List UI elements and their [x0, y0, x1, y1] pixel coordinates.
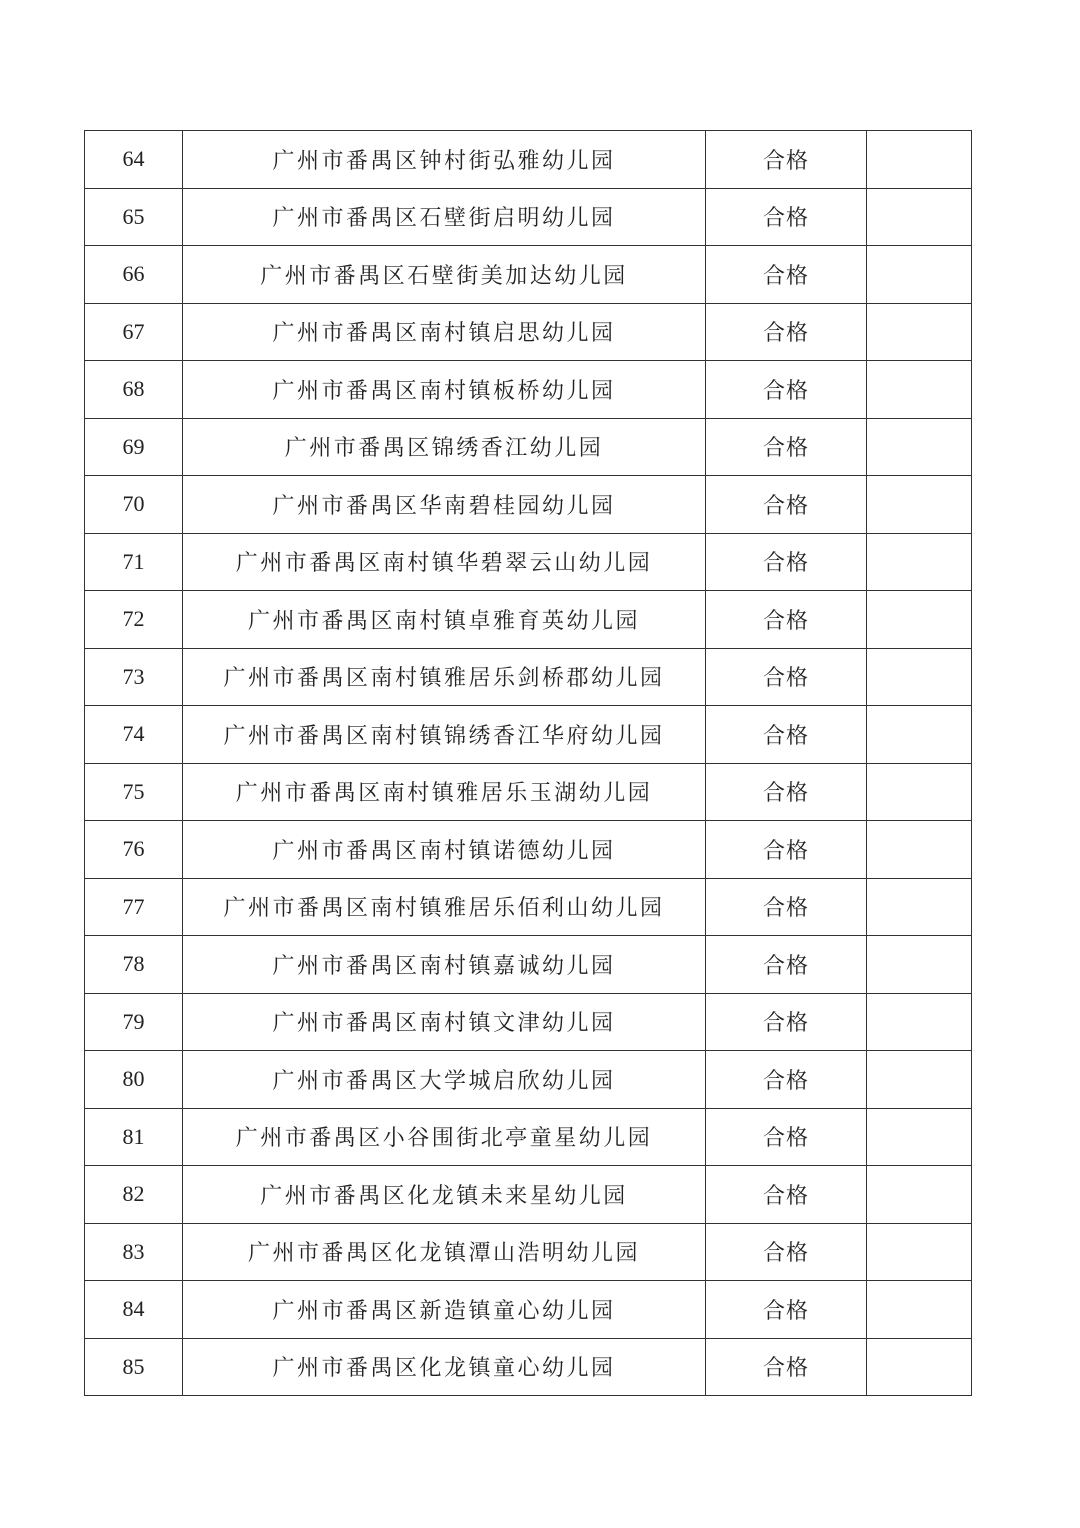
row-number-cell: 66: [85, 246, 183, 304]
kindergarten-name-cell: 广州市番禺区新造镇童心幼儿园: [183, 1281, 706, 1339]
table-row: [85, 936, 972, 994]
row-number-cell: 79: [85, 993, 183, 1051]
table-row: [85, 418, 972, 476]
table-row: [85, 878, 972, 936]
row-number-cell: 78: [85, 936, 183, 994]
kindergarten-results-table: [84, 130, 972, 1396]
table-row: [85, 246, 972, 304]
kindergarten-name-cell: 广州市番禺区南村镇启思幼儿园: [183, 303, 706, 361]
remarks-cell: [867, 188, 972, 246]
kindergarten-name-cell: 广州市番禺区石壁街美加达幼儿园: [183, 246, 706, 304]
inspection-result-cell: 合格: [706, 1108, 867, 1166]
inspection-result-cell: 合格: [706, 878, 867, 936]
inspection-result-cell: 合格: [706, 246, 867, 304]
remarks-cell: [867, 131, 972, 189]
inspection-result-cell: 合格: [706, 418, 867, 476]
inspection-result-cell: 合格: [706, 476, 867, 534]
remarks-cell: [867, 706, 972, 764]
table-body: [85, 131, 972, 1396]
remarks-cell: [867, 993, 972, 1051]
kindergarten-name-cell: 广州市番禺区钟村街弘雅幼儿园: [183, 131, 706, 189]
row-number-cell: 68: [85, 361, 183, 419]
table-row: [85, 821, 972, 879]
table-row: [85, 476, 972, 534]
remarks-cell: [867, 476, 972, 534]
table-row: [85, 1108, 972, 1166]
row-number-cell: 77: [85, 878, 183, 936]
remarks-cell: [867, 1166, 972, 1224]
remarks-cell: [867, 361, 972, 419]
kindergarten-name-cell: 广州市番禺区华南碧桂园幼儿园: [183, 476, 706, 534]
remarks-cell: [867, 648, 972, 706]
table-row: [85, 993, 972, 1051]
row-number-cell: 67: [85, 303, 183, 361]
table-row: [85, 533, 972, 591]
inspection-result-cell: 合格: [706, 936, 867, 994]
table-row: [85, 763, 972, 821]
inspection-result-cell: 合格: [706, 648, 867, 706]
kindergarten-name-cell: 广州市番禺区化龙镇童心幼儿园: [183, 1338, 706, 1396]
inspection-result-cell: 合格: [706, 361, 867, 419]
row-number-cell: 71: [85, 533, 183, 591]
row-number-cell: 84: [85, 1281, 183, 1339]
kindergarten-name-cell: 广州市番禺区南村镇板桥幼儿园: [183, 361, 706, 419]
remarks-cell: [867, 763, 972, 821]
kindergarten-name-cell: 广州市番禺区南村镇卓雅育英幼儿园: [183, 591, 706, 649]
kindergarten-name-cell: 广州市番禺区大学城启欣幼儿园: [183, 1051, 706, 1109]
inspection-result-cell: 合格: [706, 763, 867, 821]
table-row: [85, 1223, 972, 1281]
kindergarten-name-cell: 广州市番禺区南村镇嘉诚幼儿园: [183, 936, 706, 994]
table-row: [85, 1281, 972, 1339]
remarks-cell: [867, 418, 972, 476]
row-number-cell: 73: [85, 648, 183, 706]
table-row: [85, 1338, 972, 1396]
table-row: [85, 131, 972, 189]
table-row: [85, 303, 972, 361]
remarks-cell: [867, 1281, 972, 1339]
kindergarten-name-cell: 广州市番禺区锦绣香江幼儿园: [183, 418, 706, 476]
inspection-result-cell: 合格: [706, 1281, 867, 1339]
inspection-result-cell: 合格: [706, 821, 867, 879]
kindergarten-name-cell: 广州市番禺区南村镇文津幼儿园: [183, 993, 706, 1051]
kindergarten-name-cell: 广州市番禺区化龙镇潭山浩明幼儿园: [183, 1223, 706, 1281]
kindergarten-name-cell: 广州市番禺区南村镇诺德幼儿园: [183, 821, 706, 879]
inspection-result-cell: 合格: [706, 591, 867, 649]
inspection-result-cell: 合格: [706, 1166, 867, 1224]
row-number-cell: 82: [85, 1166, 183, 1224]
table-row: [85, 591, 972, 649]
row-number-cell: 83: [85, 1223, 183, 1281]
inspection-result-cell: 合格: [706, 706, 867, 764]
row-number-cell: 70: [85, 476, 183, 534]
remarks-cell: [867, 936, 972, 994]
table-row: [85, 188, 972, 246]
row-number-cell: 72: [85, 591, 183, 649]
kindergarten-name-cell: 广州市番禺区南村镇华碧翠云山幼儿园: [183, 533, 706, 591]
kindergarten-name-cell: 广州市番禺区化龙镇未来星幼儿园: [183, 1166, 706, 1224]
inspection-result-cell: 合格: [706, 303, 867, 361]
kindergarten-name-cell: 广州市番禺区南村镇锦绣香江华府幼儿园: [183, 706, 706, 764]
row-number-cell: 64: [85, 131, 183, 189]
inspection-result-cell: 合格: [706, 993, 867, 1051]
inspection-result-cell: 合格: [706, 533, 867, 591]
remarks-cell: [867, 1051, 972, 1109]
inspection-result-cell: 合格: [706, 1338, 867, 1396]
table-row: [85, 361, 972, 419]
kindergarten-name-cell: 广州市番禺区南村镇雅居乐佰利山幼儿园: [183, 878, 706, 936]
inspection-result-cell: 合格: [706, 131, 867, 189]
row-number-cell: 85: [85, 1338, 183, 1396]
row-number-cell: 74: [85, 706, 183, 764]
remarks-cell: [867, 821, 972, 879]
remarks-cell: [867, 1108, 972, 1166]
table-row: [85, 706, 972, 764]
row-number-cell: 81: [85, 1108, 183, 1166]
row-number-cell: 75: [85, 763, 183, 821]
row-number-cell: 69: [85, 418, 183, 476]
kindergarten-name-cell: 广州市番禺区石壁街启明幼儿园: [183, 188, 706, 246]
remarks-cell: [867, 246, 972, 304]
inspection-result-cell: 合格: [706, 188, 867, 246]
row-number-cell: 65: [85, 188, 183, 246]
kindergarten-name-cell: 广州市番禺区小谷围街北亭童星幼儿园: [183, 1108, 706, 1166]
remarks-cell: [867, 533, 972, 591]
table-row: [85, 648, 972, 706]
remarks-cell: [867, 591, 972, 649]
kindergarten-name-cell: 广州市番禺区南村镇雅居乐剑桥郡幼儿园: [183, 648, 706, 706]
table-row: [85, 1051, 972, 1109]
row-number-cell: 76: [85, 821, 183, 879]
table-row: [85, 1166, 972, 1224]
remarks-cell: [867, 878, 972, 936]
row-number-cell: 80: [85, 1051, 183, 1109]
inspection-result-cell: 合格: [706, 1051, 867, 1109]
kindergarten-name-cell: 广州市番禺区南村镇雅居乐玉湖幼儿园: [183, 763, 706, 821]
remarks-cell: [867, 1223, 972, 1281]
remarks-cell: [867, 1338, 972, 1396]
remarks-cell: [867, 303, 972, 361]
inspection-result-cell: 合格: [706, 1223, 867, 1281]
